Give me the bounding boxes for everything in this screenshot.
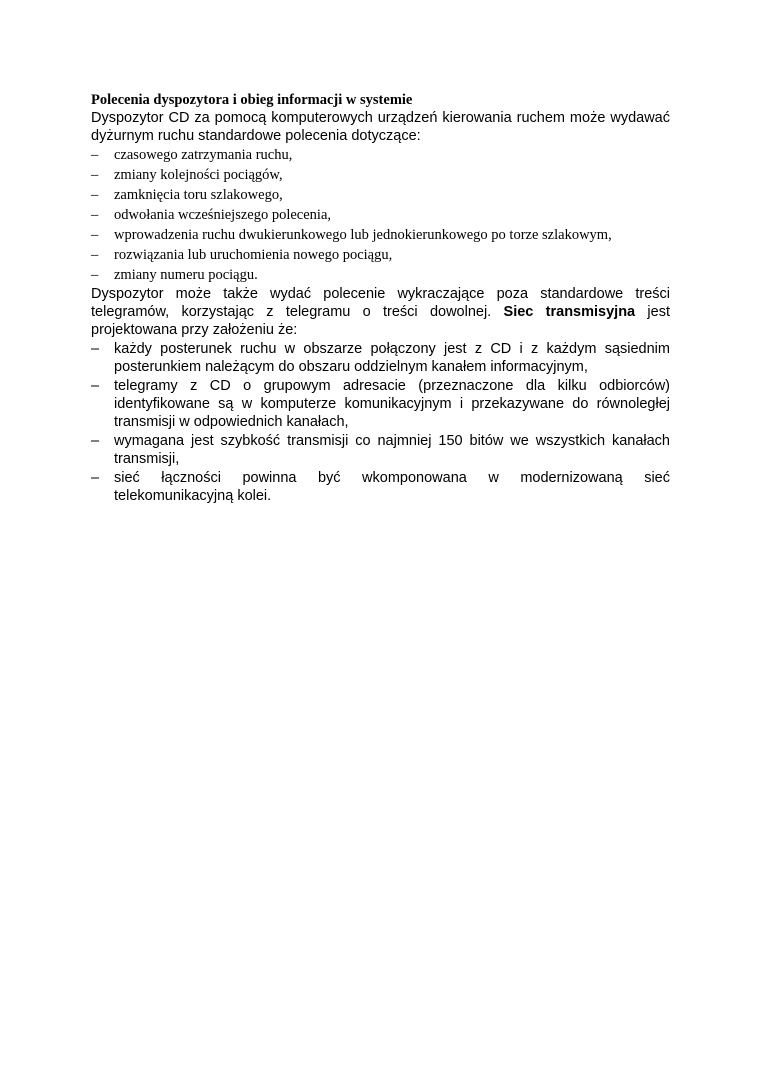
list-item-text: czasowego zatrzymania ruchu, [114,147,293,163]
list-item [91,205,670,225]
list-item-text: wymagana jest szybkość transmisji co najmniej 150 bitów we wszystkich kanałach transmisji, [114,433,670,467]
list-item-text: sieć łączności powinna być wkomponowana w modernizowaną sieć telekomunikacyjną kolei. [114,470,670,504]
list-item [91,185,670,205]
assumptions-list [91,340,670,505]
document-page [91,91,670,505]
list-item-text: każdy posterunek ruchu w obszarze połączony jest z CD i z każdym sąsiednim posterunkiem należącym do obszaru oddzielnym kanałem informacyjnym, [114,341,670,375]
dash-bullet: – [91,433,100,449]
commands-list [91,145,670,285]
dash-bullet: – [91,267,99,283]
section-heading: Polecenia dyspozytora i obieg informacji w systemie [91,92,413,108]
list-item [91,377,670,431]
list-item-text: rozwiązania lub uruchomienia nowego pociągu, [114,247,393,263]
list-item [91,340,670,376]
list-item [91,245,670,265]
paragraph-text: jest projektowana przy założeniu że: [91,304,670,338]
dash-bullet: – [91,167,99,183]
list-item [91,165,670,185]
list-item-text: zmiany kolejności pociągów, [114,167,283,183]
bold-term: Siec transmisyjna [503,304,636,320]
list-item [91,225,670,245]
list-item-text: wprowadzenia ruchu dwukierunkowego lub jednokierunkowego po torze szlakowym, [114,227,612,243]
dash-bullet: – [91,341,100,357]
dash-bullet: – [91,187,99,203]
transmission-paragraph [91,285,670,339]
list-item-text: odwołania wcześniejszego polecenia, [114,207,332,223]
list-item [91,265,670,285]
list-item-text: telegramy z CD o grupowym adresacie (przeznaczone dla kilku odbiorców) identyfikowane są w komputerze komunikacyjnym i przekazywane do równoległej transmisji w odpowiednich kanałach, [114,378,670,430]
dash-bullet: – [91,470,100,486]
dash-bullet: – [91,227,99,243]
list-item-text: zmiany numeru pociągu. [114,267,258,283]
dash-bullet: – [91,147,99,163]
dash-bullet: – [91,378,100,394]
list-item [91,145,670,165]
intro-paragraph: Dyspozytor CD za pomocą komputerowych urządzeń kierowania ruchem może wydawać dyżurnym ruchu standardowe polecenia dotyczące: [91,110,670,144]
paragraph-text: Dyspozytor może także wydać polecenie wykraczające poza standardowe treści telegramów, korzystając z telegramu o treści dowolnej. [91,286,670,320]
dash-bullet: – [91,247,99,263]
list-item [91,432,670,468]
list-item-text: zamknięcia toru szlakowego, [114,187,283,203]
list-item [91,469,670,505]
dash-bullet: – [91,207,99,223]
